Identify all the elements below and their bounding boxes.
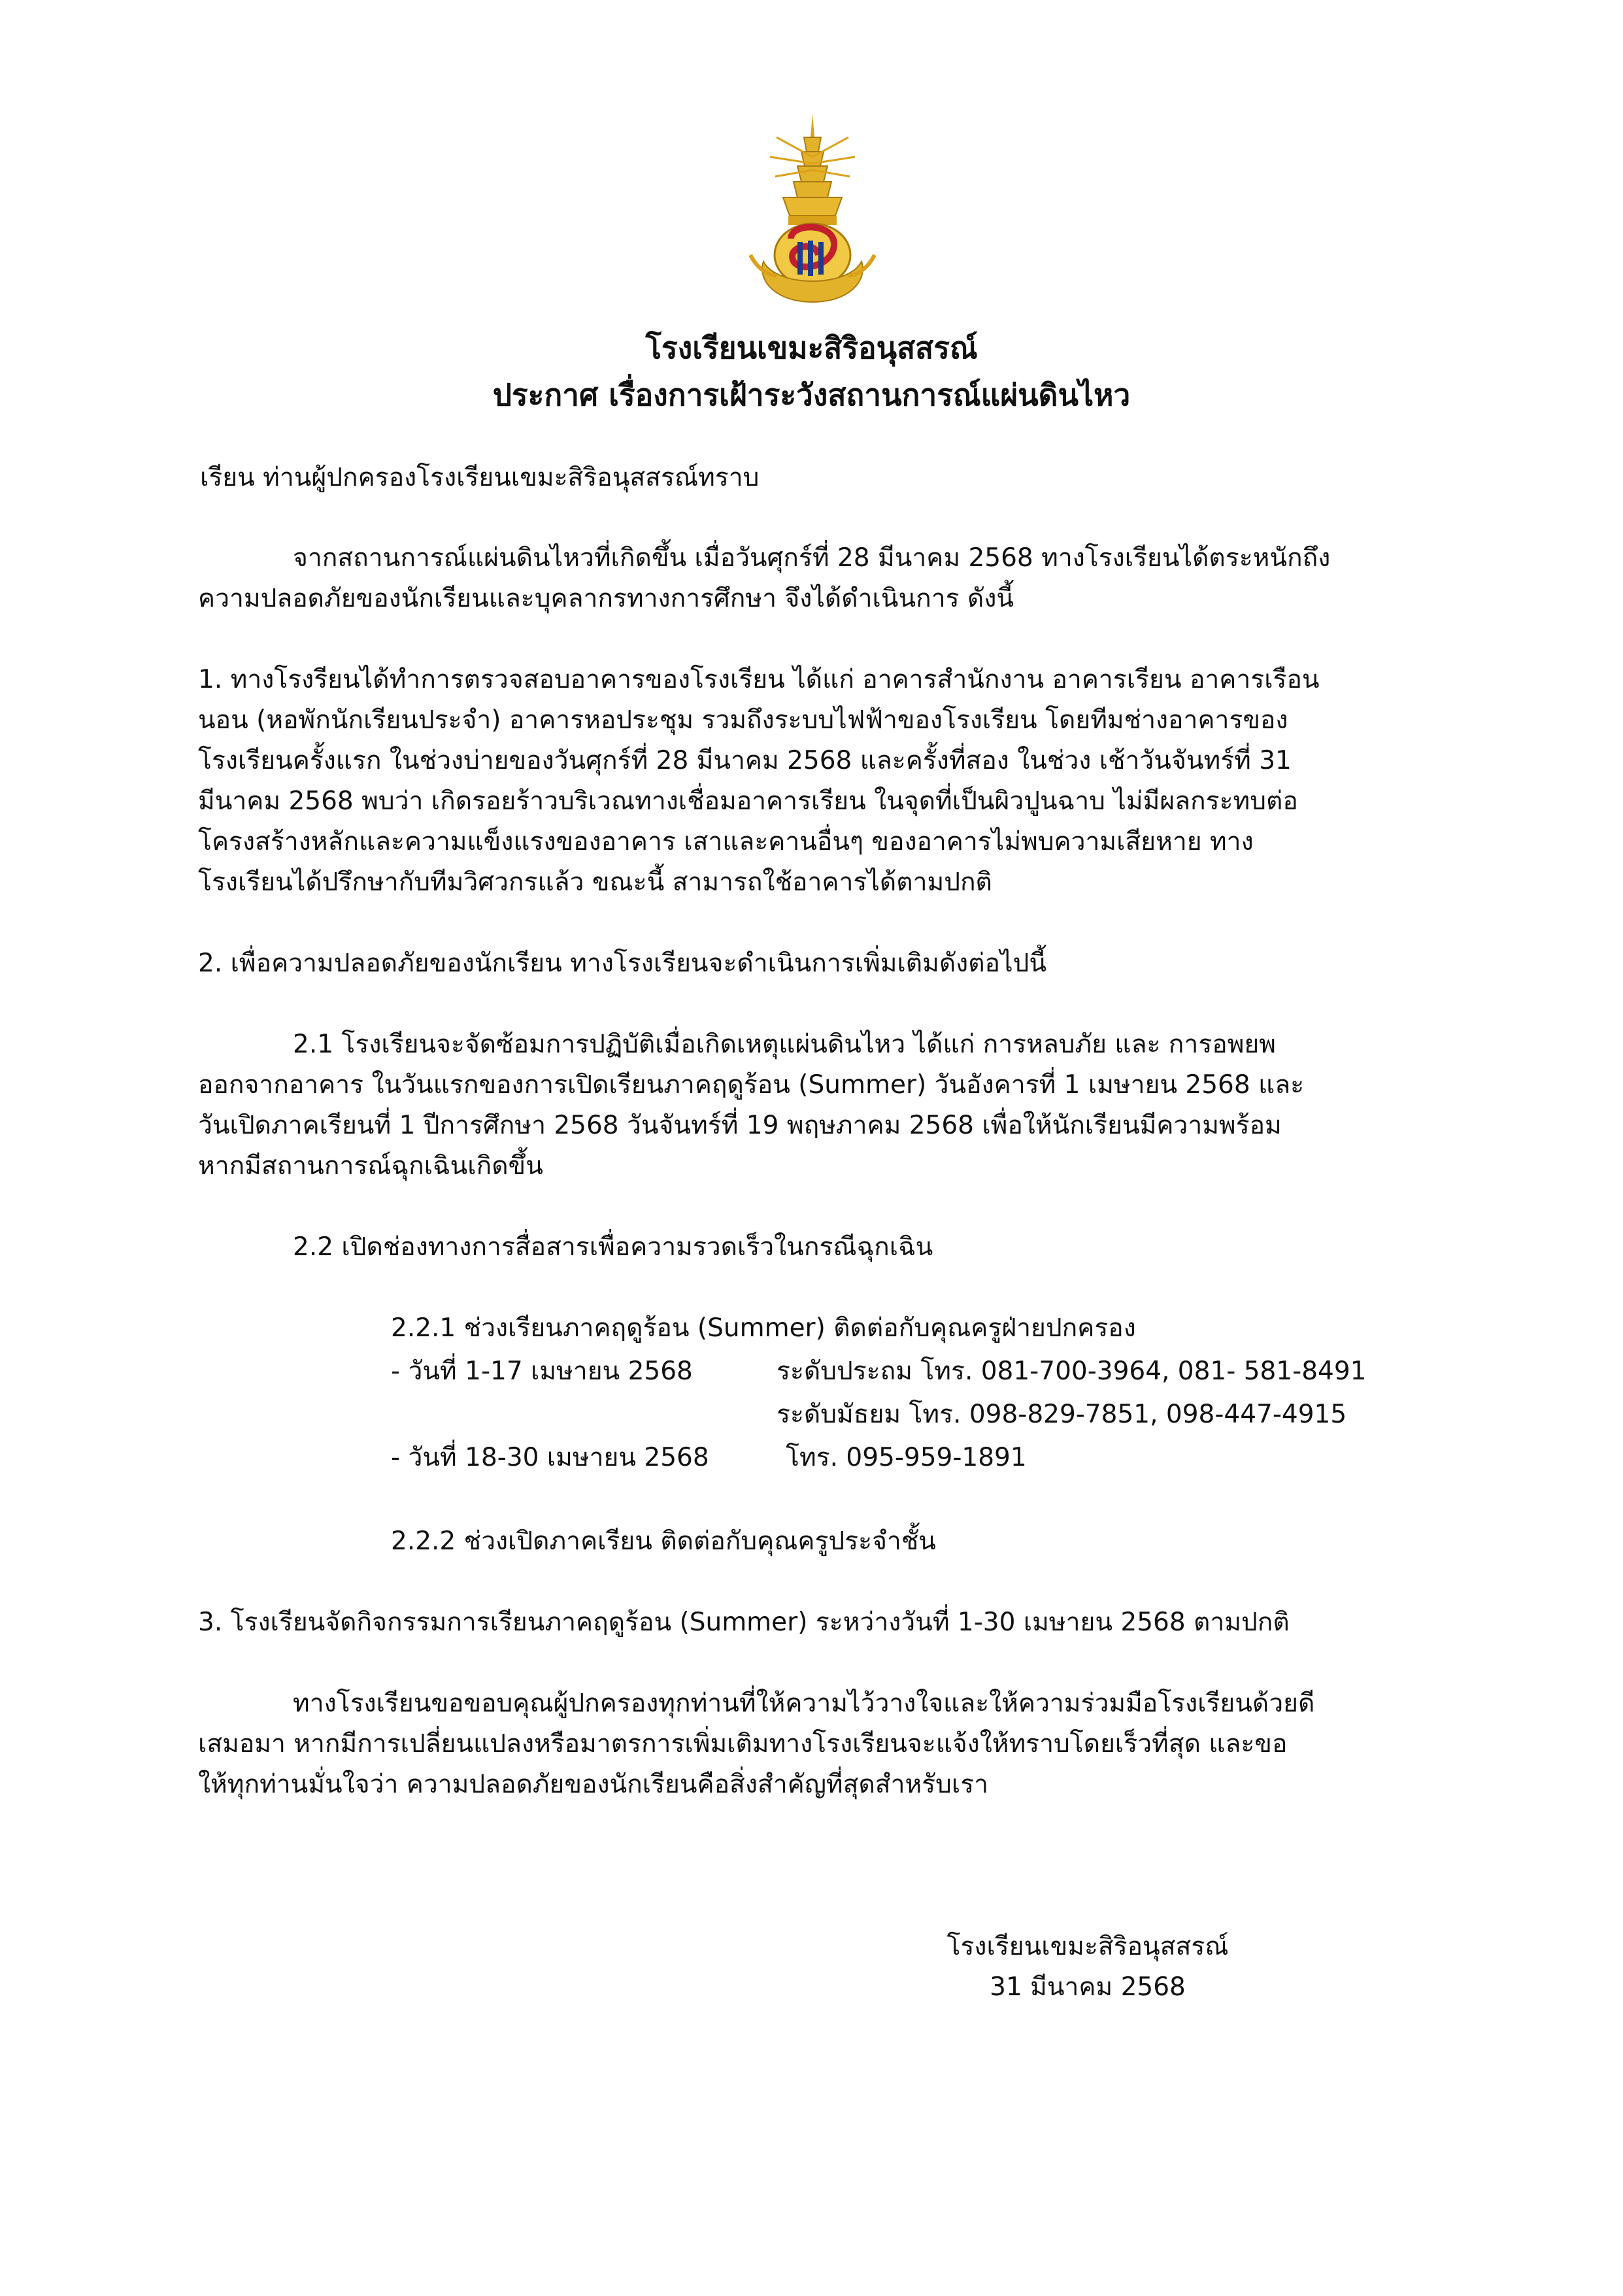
item1-line-1: 1. ทางโรงรียนได้ทำการตรวจสอบอาคารของโรงเรียน ได้แก่ อาคารสำนักงาน อาคารเรียน อาคารเรือน bbox=[198, 665, 1320, 694]
item1-line-5: โครงสร้างหลักและความแข็งแรงของอาคาร เสาและคานอื่นๆ ของอาคารไม่พบความเสียหาย ทาง bbox=[198, 827, 1254, 856]
item3-line: 3. โรงเรียนจัดกิจกรรมการเรียนภาคฤดูร้อน (Summer) ระหว่างวันที่ 1-30 เมษายน 2568 ตามปกติ bbox=[198, 1608, 1290, 1637]
contact-date-1: - วันที่ 1-17 เมษายน 2568 bbox=[391, 1357, 693, 1386]
closing-line-3: ให้ทุกท่านมั่นใจว่า ความปลอดภัยของนักเรียนคือสิ่งสำคัญที่สุดสำหรับเรา bbox=[198, 1770, 989, 1799]
item1-line-3: โรงเรียนครั้งแรก ในช่วงบ่ายของวันศุกร์ที่ 28 มีนาคม 2568 และครั้งที่สอง ในช่วง เช้าวันจันทร์ที่ 31 bbox=[198, 746, 1292, 775]
item2-1-line-3: วันเปิดภาคเรียนที่ 1 ปีการศึกษา 2568 วันจันทร์ที่ 19 พฤษภาคม 2568 เพื่อให้นักเรียนมีความพร้อม bbox=[198, 1111, 1282, 1140]
school-name-title: โรงเรียนเขมะสิริอนุสสรณ์ bbox=[645, 330, 978, 365]
intro-line-1: จากสถานการณ์แผ่นดินไหวที่เกิดขึ้น เมื่อวันศุกร์ที่ 28 มีนาคม 2568 ทางโรงเรียนได้ตระหนักถึง bbox=[293, 543, 1331, 573]
item2-2-1-heading: 2.2.1 ช่วงเรียนภาคฤดูร้อน (Summer) ติดต่อกับคุณครูฝ่ายปกครอง bbox=[391, 1313, 1136, 1343]
contact-phone-1: ระดับประถม โทร. 081-700-3964, 081- 581-8491 bbox=[777, 1357, 1367, 1386]
item1-line-6: โรงเรียนได้ปรึกษากับทีมวิศวกรแล้ว ขณะนี้ สามารถใช้อาคารได้ตามปกติ bbox=[198, 868, 992, 897]
intro-line-2: ความปลอดภัยของนักเรียนและบุคลากรทางการศึกษา จึงได้ดำเนินการ ดังนี้ bbox=[198, 584, 1014, 613]
announcement-title: ประกาศ เรื่องการเฝ้าระวังสถานการณ์แผ่นดินไหว bbox=[492, 377, 1131, 413]
item2-1-line-2: ออกจากอาคาร ในวันแรกของการเปิดเรียนภาคฤดูร้อน (Summer) วันอังคารที่ 1 เมษายน 2568 และ bbox=[198, 1070, 1305, 1100]
contact-date-2: - วันที่ 18-30 เมษายน 2568 bbox=[391, 1443, 709, 1472]
item1-line-4: มีนาคม 2568 พบว่า เกิดรอยร้าวบริเวณทางเชื่อมอาคารเรียน ในจุดที่เป็นผิวปูนฉาบ ไม่มีผลกระทบต่อ bbox=[198, 786, 1298, 816]
salutation: เรียน ท่านผู้ปกครองโรงเรียนเขมะสิริอนุสสรณ์ทราบ bbox=[200, 463, 760, 492]
contact-phone-3: โทร. 095-959-1891 bbox=[786, 1443, 1027, 1472]
item2-1-line-4: หากมีสถานการณ์ฉุกเฉินเกิดขึ้น bbox=[198, 1151, 543, 1181]
contact-phone-2: ระดับมัธยม โทร. 098-829-7851, 098-447-4915 bbox=[777, 1400, 1347, 1429]
item2-heading: 2. เพื่อความปลอดภัยของนักเรียน ทางโรงเรียนจะดำเนินการเพิ่มเติมดังต่อไปนี้ bbox=[198, 949, 1046, 978]
item1-line-2: นอน (หอพักนักเรียนประจำ) อาคารหอประชุม รวมถึงระบบไฟฟ้าของโรงเรียน โดยทีมช่างอาคารของ bbox=[198, 705, 1288, 735]
item2-2-2-line: 2.2.2 ช่วงเปิดภาคเรียน ติดต่อกับคุณครูประจำชั้น bbox=[391, 1527, 936, 1556]
signature-date: 31 มีนาคม 2568 bbox=[990, 1972, 1186, 2002]
item2-2-heading: 2.2 เปิดช่องทางการสื่อสารเพื่อความรวดเร็วในกรณีฉุกเฉิน bbox=[293, 1232, 933, 1262]
signature-school: โรงเรียนเขมะสิริอนุสสรณ์ bbox=[946, 1932, 1229, 1961]
closing-line-2: เสมอมา หากมีการเปลี่ยนแปลงหรือมาตรการเพิ่มเติมทางโรงเรียนจะแจ้งให้ทราบโดยเร็วที่สุด และขอ bbox=[198, 1729, 1288, 1759]
closing-line-1: ทางโรงเรียนขอขอบคุณผู้ปกครองทุกท่านที่ให้ความไว้วางใจและให้ความร่วมมือโรงเรียนด้วยดี bbox=[293, 1689, 1315, 1718]
school-emblem-icon bbox=[737, 111, 888, 307]
item2-1-line-1: 2.1 โรงเรียนจะจัดซ้อมการปฏิบัติเมื่อเกิดเหตุแผ่นดินไหว ได้แก่ การหลบภัย และ การอพยพ bbox=[293, 1030, 1276, 1059]
